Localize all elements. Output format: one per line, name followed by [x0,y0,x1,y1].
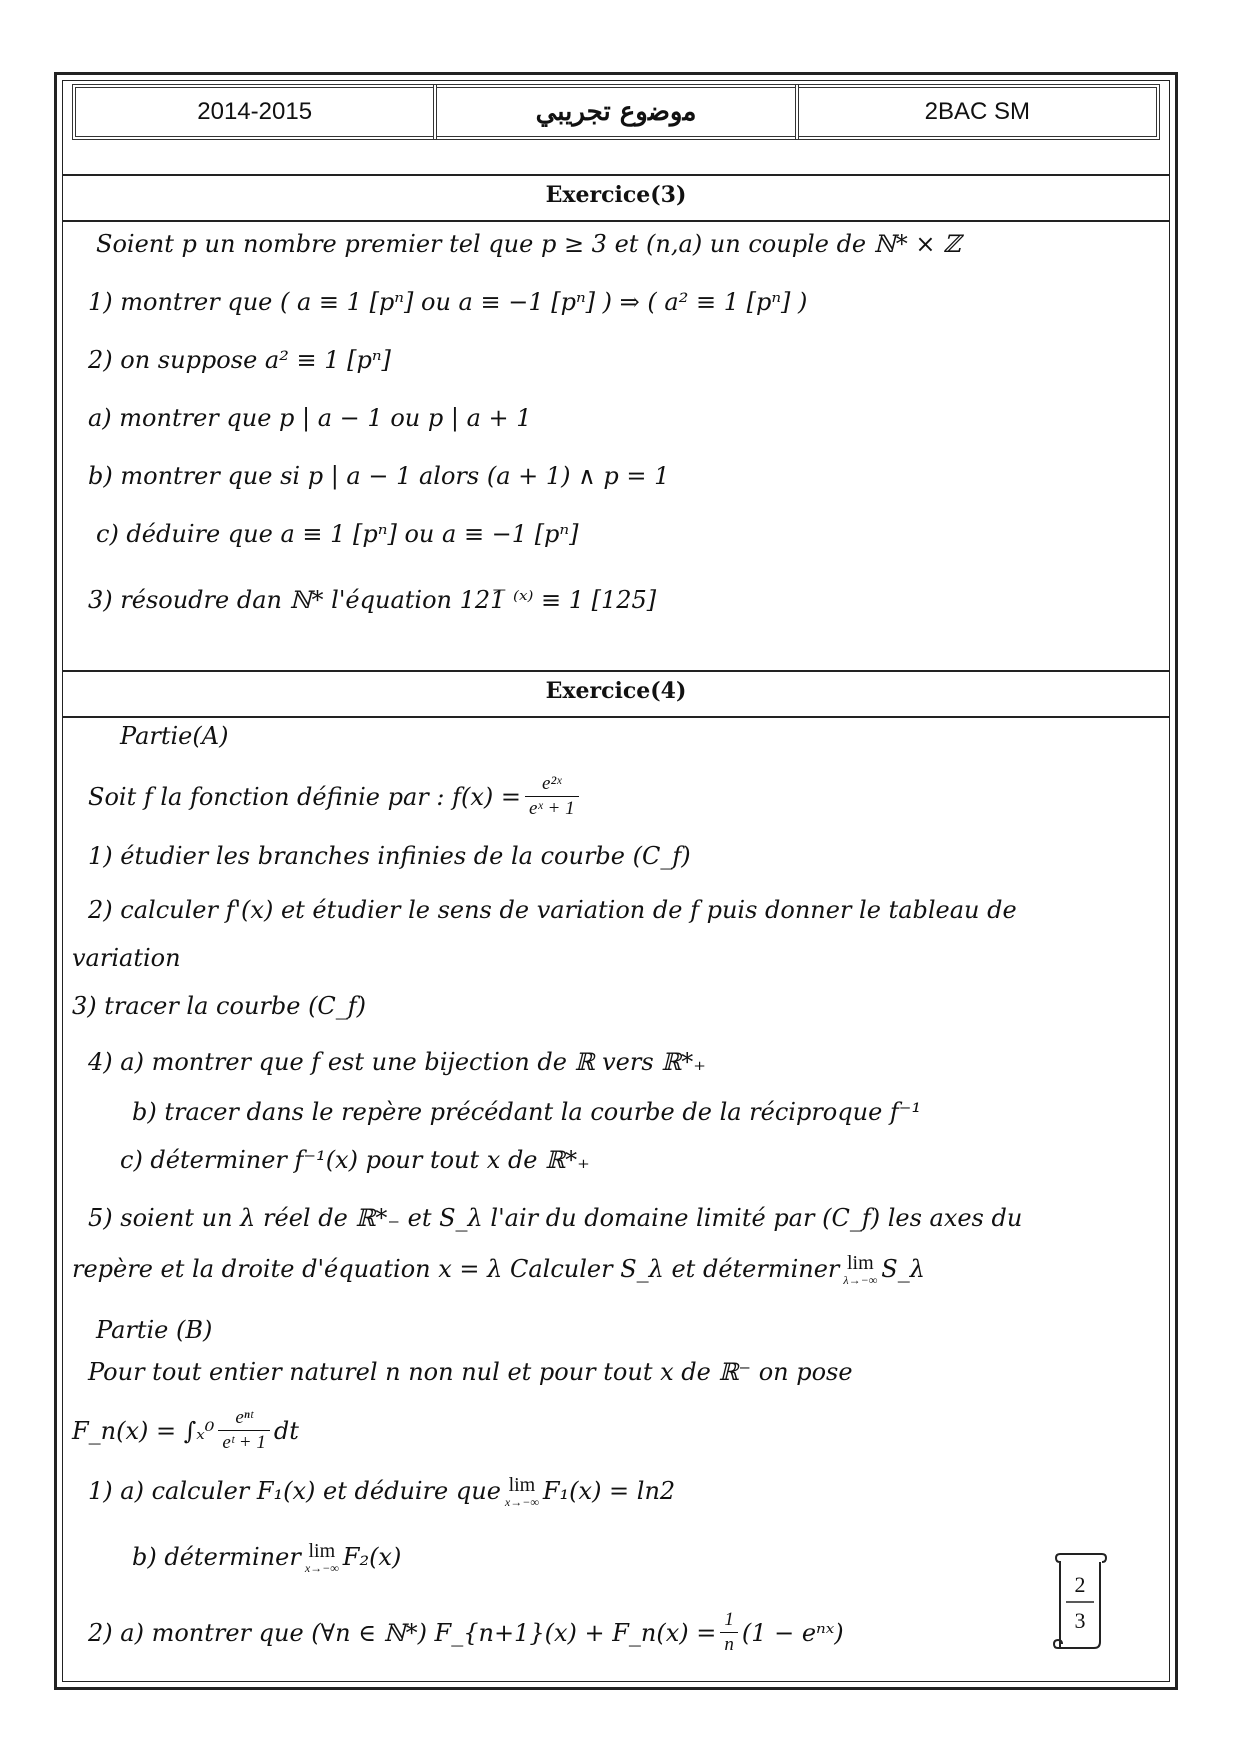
page-number-current: 2 [1074,1572,1086,1597]
b2a-tail: (1 − eⁿˣ) [741,1618,844,1647]
ex4-a2-line2: variation [72,944,181,972]
b1a-tail: F₁(x) = ln2 [542,1477,676,1505]
ex4-a4b: b) tracer dans le repère précédant la courbe de la réciproque f⁻¹ [132,1098,922,1126]
divider [62,670,1170,672]
part-b-heading: Partie (B) [96,1316,213,1344]
definition-prefix: Soit f la fonction définie par : f(x) = [88,782,521,811]
ex3-q3: 3) résoudre dan ℕ* l'équation 121̅ ⁽ˣ⁾ ≡ 1 [125] [88,586,657,614]
page-number-scroll [1052,1548,1108,1656]
divider [62,174,1170,176]
divider [62,716,1170,718]
limit-operator: lim [308,1540,336,1562]
ex4-b1b [132,1540,401,1574]
b1b-text: b) déterminer [132,1543,301,1571]
header-table [72,84,1160,140]
b1b-tail: F₂(x) [342,1543,402,1571]
fraction-numerator: eⁿᵗ [218,1406,269,1431]
b1a-text: 1) a) calculer F₁(x) et déduire que [88,1477,501,1505]
integral-prefix: F_n(x) = ∫ₓ⁰ [72,1416,215,1445]
scroll-icon [1052,1548,1108,1656]
definition-fraction [525,772,579,821]
ex3-q2: 2) on suppose a² ≡ 1 [pⁿ] [88,346,391,374]
b2a-text: 2) a) montrer que (∀n ∈ ℕ*) F_{n+1}(x) + F_n(x) = [88,1618,717,1647]
limit-expression [305,1540,339,1574]
exercise-3-title: Exercice(3) [545,182,687,208]
ex4-a2-line1: 2) calculer f'(x) et étudier le sens de variation de f puis donner le tableau de [88,896,1017,924]
ex4-b-definition [72,1406,299,1455]
ex4-a4a: 4) a) montrer que f est une bijection de ℝ vers ℝ*₊ [88,1048,706,1076]
divider [62,220,1170,222]
b2a-fraction [720,1608,738,1657]
header-logo [433,84,798,140]
limit-operator: lim [847,1252,874,1274]
limit-subscript: x→−∞ [504,1495,539,1509]
ex4-b2a [88,1608,844,1657]
ex4-a3: 3) tracer la courbe (C_f) [72,992,367,1020]
header-logo-text: ﻣﻭﺿﻭﻉ ﺗﺠﺮﻳﺒﻲ [535,97,697,127]
limit-expression [843,1252,877,1286]
ex3-q2a: a) montrer que p | a − 1 ou p | a + 1 [88,404,532,432]
ex4-a5-line2 [72,1252,925,1286]
limit-operator: lim [508,1474,536,1496]
ex3-q2b: b) montrer que si p | a − 1 alors (a + 1) ∧ p = 1 [88,462,670,490]
fraction-denominator: n [724,1634,734,1655]
ex4-b1a [88,1474,675,1508]
ex4-a5-line1: 5) soient un λ réel de ℝ*₋ et S_λ l'air du domaine limité par (C_f) les axes du [88,1204,1023,1232]
ex4-a1: 1) étudier les branches infinies de la courbe (C_f) [88,842,691,870]
header-year: 2014-2015 [72,84,437,140]
part-a-heading: Partie(A) [120,722,229,750]
ex4-a4c: c) déterminer f⁻¹(x) pour tout x de ℝ*₊ [120,1146,590,1174]
exercise-4-title: Exercice(4) [545,678,687,704]
ex3-q2c: c) déduire que a ≡ 1 [pⁿ] ou a ≡ −1 [pⁿ] [96,520,579,548]
fraction-numerator: e²ˣ [525,772,579,797]
ex4-b-intro: Pour tout entier naturel n non nul et pour tout x de ℝ⁻ on pose [88,1358,853,1386]
limit-expression [505,1474,539,1508]
page-number-total: 3 [1074,1608,1086,1633]
ex3-q1: 1) montrer que ( a ≡ 1 [pⁿ] ou a ≡ −1 [pⁿ] ) ⇒ ( a² ≡ 1 [pⁿ] ) [88,288,808,316]
header-level: 2BAC SM [795,84,1160,140]
fraction-denominator: eᵗ + 1 [222,1432,266,1453]
ex3-intro: Soient p un nombre premier tel que p ≥ 3 et (n,a) un couple de ℕ* × ℤ [96,230,961,258]
limit-subscript: x→−∞ [304,1561,339,1575]
integral-suffix: dt [273,1416,299,1445]
limit-subscript: λ→−∞ [843,1273,878,1287]
fraction-denominator: eˣ + 1 [528,798,575,819]
ex4-definition [88,772,583,821]
a5-line2-text: repère et la droite d'équation x = λ Calculer S_λ et déterminer [72,1255,840,1283]
limit-argument: S_λ [881,1255,925,1283]
integral-fraction [218,1406,269,1455]
fraction-numerator: 1 [720,1608,738,1633]
